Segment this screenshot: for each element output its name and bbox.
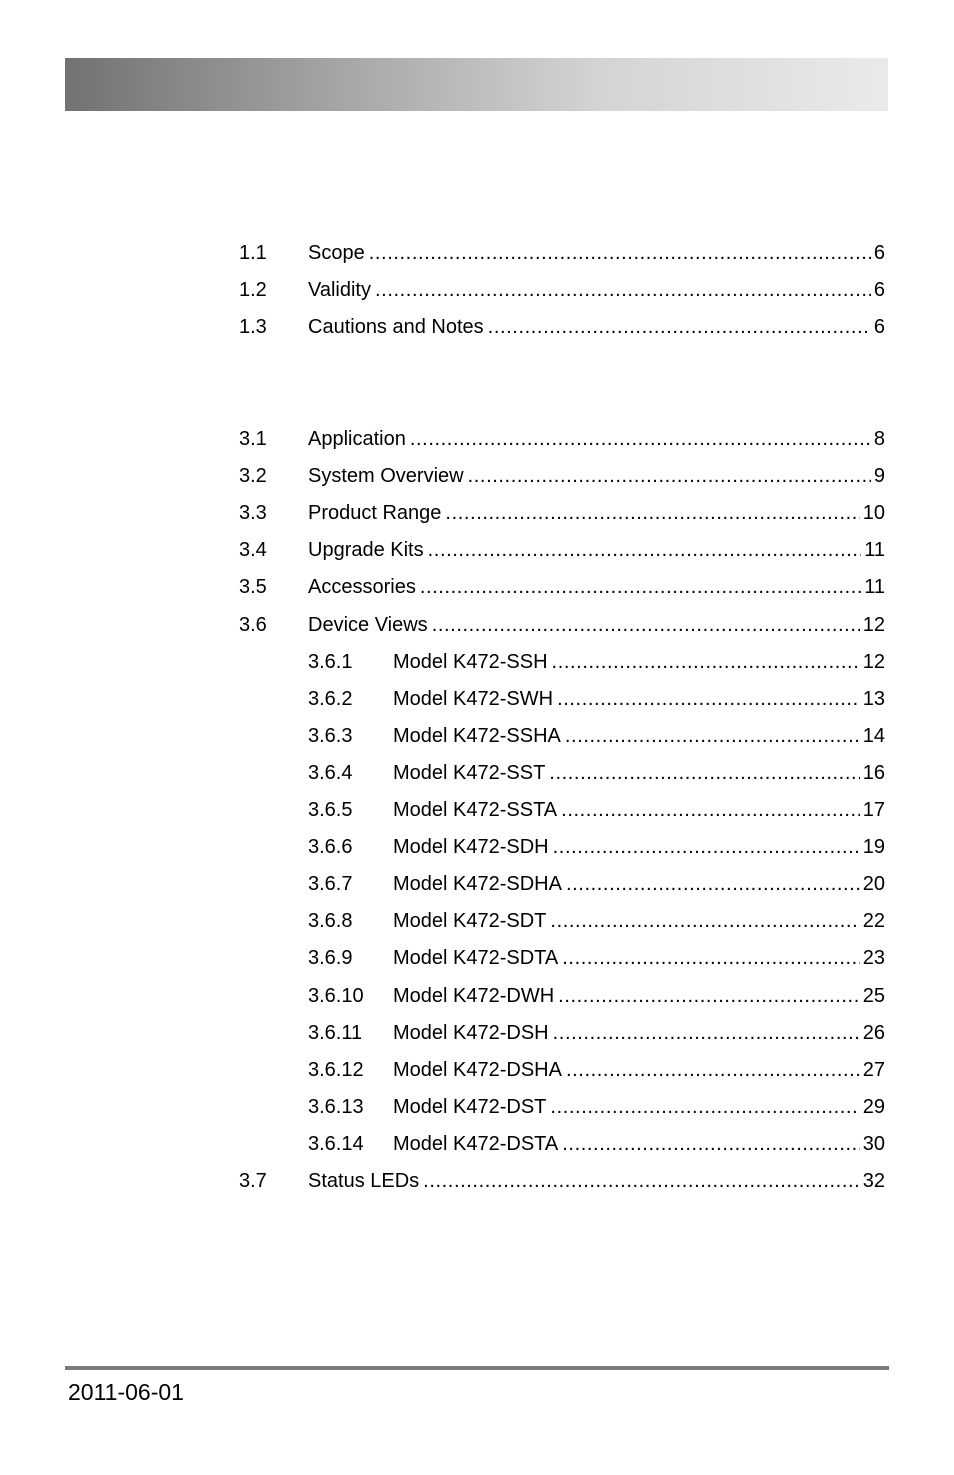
toc-entry-page-number: 13 (862, 687, 885, 710)
toc-entry-line (393, 761, 885, 785)
toc-entry[interactable] (0, 427, 954, 455)
toc-entry-number: 3.6.11 (308, 1021, 363, 1044)
toc-entry-line (308, 464, 885, 488)
toc-entry-title: Model K472-SDT (393, 909, 550, 933)
toc-entry-page-number: 17 (862, 799, 885, 821)
toc-dot-leader (552, 650, 860, 674)
toc-dot-leader (432, 613, 860, 637)
toc-subentry[interactable] (0, 1058, 954, 1086)
toc-entry-number: 3.6.8 (308, 910, 353, 933)
toc-dot-leader (566, 1058, 860, 1082)
toc-dot-leader (565, 724, 860, 748)
toc-entry-page-number: 20 (862, 873, 885, 896)
toc-entry-number: 3.6.12 (308, 1058, 364, 1081)
toc-entry-page-number: 32 (862, 1170, 885, 1192)
toc-subentry[interactable] (0, 724, 954, 752)
toc-entry-number: 1.2 (239, 279, 267, 301)
toc-entry-title: Model K472-SDTA (393, 946, 562, 970)
toc-entry-title: Status LEDs (308, 1169, 423, 1193)
toc-dot-leader (558, 984, 860, 1008)
toc-subentry[interactable] (0, 835, 954, 863)
toc-entry-number: 3.5 (239, 576, 267, 599)
toc-entry-line (308, 613, 885, 637)
toc-dot-leader (566, 872, 860, 896)
toc-entry-page-number: 16 (862, 761, 885, 784)
toc-entry-title: Model K472-SSTA (393, 798, 561, 822)
toc-entry-title: Model K472-SSH (393, 650, 552, 674)
toc-dot-leader (410, 427, 871, 451)
toc-dot-leader (420, 575, 861, 599)
toc-subentry[interactable] (0, 798, 954, 826)
toc-entry-number: 3.6.7 (308, 873, 353, 896)
toc-entry-title: Model K472-SWH (393, 687, 557, 711)
toc-entry-line (393, 946, 885, 970)
toc-entry-title: Model K472-SDH (393, 835, 553, 859)
toc-entry-title: Validity (308, 278, 375, 302)
toc-entry-page-number: 6 (873, 242, 885, 264)
toc-entry-number: 3.6.5 (308, 799, 353, 821)
toc-entry-line (393, 724, 885, 748)
toc-subentry[interactable] (0, 1021, 954, 1049)
toc-entry-page-number: 19 (862, 836, 885, 859)
toc-subentry[interactable] (0, 946, 954, 974)
toc-dot-leader (557, 687, 860, 711)
toc-entry-line (393, 798, 885, 822)
toc-entry-page-number: 9 (873, 465, 885, 488)
toc-entry-line (308, 575, 885, 599)
toc-entry-line (393, 687, 885, 711)
toc-entry-page-number: 12 (862, 613, 885, 636)
toc-subentry[interactable] (0, 687, 954, 715)
toc-dot-leader (550, 1095, 859, 1119)
toc-entry-page-number: 12 (862, 650, 885, 673)
toc-entry-number: 3.7 (239, 1170, 267, 1192)
toc-dot-leader (369, 241, 871, 265)
toc-entry-line (393, 984, 885, 1008)
toc-dot-leader (553, 1021, 860, 1045)
toc-entry[interactable] (0, 575, 954, 603)
toc-entry-title: Model K472-DST (393, 1095, 550, 1119)
toc-entry-line (393, 909, 885, 933)
footer-rule (65, 1366, 889, 1370)
toc-dot-leader (549, 761, 859, 785)
toc-entry-line (308, 538, 885, 562)
toc-entry-title: Model K472-DSTA (393, 1132, 562, 1156)
toc-entry-number: 3.1 (239, 428, 267, 450)
toc-entry-title: Application (308, 427, 410, 451)
toc-entry-line (308, 278, 885, 302)
toc-entry-number: 3.6.3 (308, 724, 353, 747)
toc-entry-page-number: 6 (873, 316, 885, 338)
toc-entry-page-number: 27 (862, 1058, 885, 1081)
toc-entry-title: Model K472-SSHA (393, 724, 565, 748)
toc-entry-number: 3.6.1 (308, 650, 353, 673)
toc-entry-number: 3.4 (239, 539, 267, 562)
toc-entry[interactable] (0, 464, 954, 492)
toc-dot-leader (562, 946, 859, 970)
toc-entry-number: 1.1 (239, 242, 267, 264)
toc-entry-title: Scope (308, 241, 369, 265)
toc-dot-leader (562, 1132, 859, 1156)
toc-entry-number: 3.6.14 (308, 1132, 364, 1155)
toc-entry-title: Model K472-DSH (393, 1021, 553, 1045)
toc-dot-leader (550, 909, 859, 933)
toc-entry-page-number: 30 (862, 1132, 885, 1155)
toc-entry-title: Upgrade Kits (308, 538, 428, 562)
toc-entry-page-number: 8 (873, 428, 885, 450)
toc-entry-number: 3.2 (239, 465, 267, 488)
toc-dot-leader (423, 1169, 860, 1193)
toc-entry-title: Device Views (308, 613, 432, 637)
toc-dot-leader (553, 835, 860, 859)
toc-subentry[interactable] (0, 1095, 954, 1123)
toc-entry-page-number: 29 (862, 1095, 885, 1118)
toc-subentry[interactable] (0, 761, 954, 789)
toc-entry-line (308, 501, 885, 525)
toc-entry-line (393, 1095, 885, 1119)
toc-entry-line (308, 241, 885, 265)
toc-entry-line (393, 835, 885, 859)
toc-entry-title: Product Range (308, 501, 445, 525)
toc-entry-title: Cautions and Notes (308, 315, 488, 339)
toc-entry-page-number: 25 (862, 984, 885, 1007)
toc-entry-page-number: 14 (862, 724, 885, 747)
toc-entry-number: 3.6.10 (308, 984, 364, 1007)
toc-entry-line (308, 315, 885, 339)
toc-subentry[interactable] (0, 909, 954, 937)
toc-entry[interactable] (0, 278, 954, 306)
toc-entry-title: Accessories (308, 575, 420, 599)
toc-entry-title: Model K472-SDHA (393, 872, 566, 896)
toc-entry[interactable] (0, 501, 954, 529)
toc-entry-page-number: 10 (862, 502, 885, 525)
toc-entry[interactable] (0, 538, 954, 566)
toc-entry-number: 3.6 (239, 613, 267, 636)
toc-subentry[interactable] (0, 872, 954, 900)
footer-date: 2011-06-01 (68, 1379, 184, 1405)
toc-entry-number: 1.3 (239, 316, 267, 338)
toc-entry-line (393, 1058, 885, 1082)
toc-subentry[interactable] (0, 1132, 954, 1160)
toc-entry-page-number: 11 (864, 539, 885, 562)
toc-entry-line (393, 1021, 885, 1045)
toc-dot-leader (445, 501, 859, 525)
toc-dot-leader (488, 315, 871, 339)
header-band (65, 58, 888, 111)
toc-entry-line (393, 872, 885, 896)
toc-dot-leader (561, 798, 860, 822)
toc-entry-title: System Overview (308, 464, 468, 488)
toc-entry-page-number: 11 (864, 576, 885, 599)
toc-entry-page-number: 22 (862, 910, 885, 933)
toc-entry-page-number: 23 (862, 947, 885, 970)
toc-entry-line (308, 1169, 885, 1193)
toc-entry-title: Model K472-DSHA (393, 1058, 566, 1082)
toc-entry[interactable] (0, 241, 954, 269)
toc-entry-number: 3.6.4 (308, 761, 353, 784)
toc-entry[interactable] (0, 315, 954, 343)
toc-dot-leader (428, 538, 862, 562)
toc-entry-number: 3.6.2 (308, 687, 353, 710)
toc-entry-page-number: 26 (862, 1021, 885, 1044)
toc-entry[interactable] (0, 1169, 954, 1197)
toc-dot-leader (375, 278, 871, 302)
toc-subentry[interactable] (0, 650, 954, 678)
toc-entry[interactable] (0, 613, 954, 641)
toc-entry-number: 3.6.9 (308, 947, 353, 970)
toc-subentry[interactable] (0, 984, 954, 1012)
toc-entry-page-number: 6 (873, 279, 885, 301)
toc-entry-title: Model K472-SST (393, 761, 549, 785)
toc-entry-title: Model K472-DWH (393, 984, 558, 1008)
toc-entry-line (393, 1132, 885, 1156)
toc-entry-number: 3.6.6 (308, 836, 353, 859)
toc-entry-line (393, 650, 885, 674)
toc-entry-number: 3.3 (239, 502, 267, 525)
toc-dot-leader (468, 464, 871, 488)
toc-entry-line (308, 427, 885, 451)
toc-entry-number: 3.6.13 (308, 1095, 364, 1118)
